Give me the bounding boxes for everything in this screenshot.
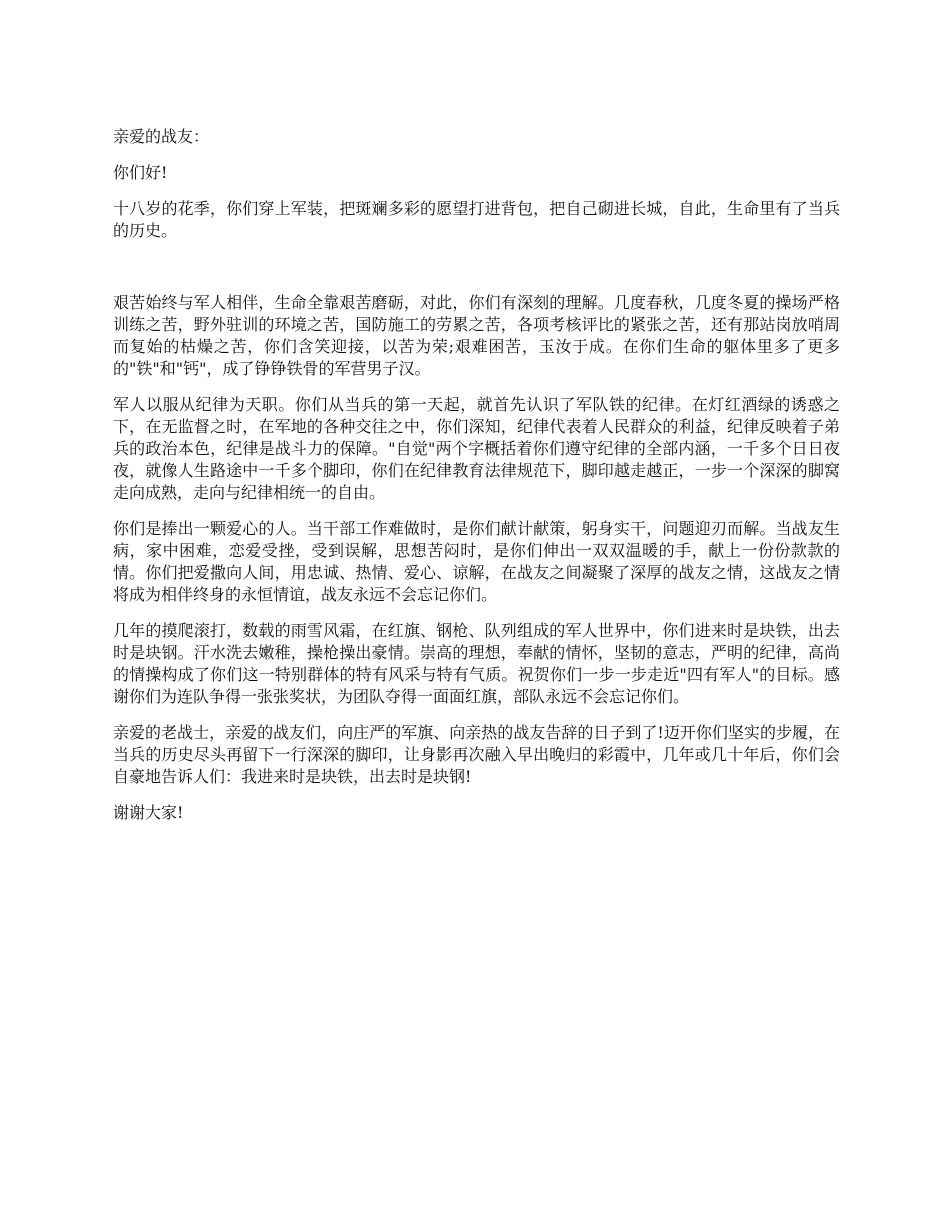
paragraph-intro: 十八岁的花季，你们穿上军装，把斑斓多彩的愿望打进背包，把自己砌进长城，自此，生命里有了当兵的历史。 — [113, 199, 840, 240]
paragraph-farewell: 亲爱的老战士，亲爱的战友们，向庄严的军旗、向亲热的战友告辞的日子到了!迈开你们坚实的步履，在当兵的历史尽头再留下一行深深的脚印，让身影再次融入早出晚归的彩霞中，几年或几十年后，你们会自豪地告诉人们：我进来时是块铁，出去时是块钢! — [113, 723, 840, 786]
paragraph-growth: 几年的摸爬滚打，数载的雨雪风霜，在红旗、钢枪、队列组成的军人世界中，你们进来时是块铁，出去时是块钢。汗水洗去嫩稚，操枪操出豪情。崇高的理想，奉献的情怀，坚韧的意志，严明的纪律，高尚的情操构成了你们这一特别群体的特有风采与特有气质。祝贺你们一步一步走近"四有军人"的目标。感谢你们为连队争得一张张奖状，为团队夺得一面面红旗，部队永远不会忘记你们。 — [113, 621, 840, 706]
salutation: 亲爱的战友： — [113, 127, 210, 146]
letter-body — [113, 126, 840, 838]
paragraph-compassion: 你们是捧出一颗爱心的人。当干部工作难做时，是你们献计献策，躬身实干，问题迎刃而解。当战友生病，家中困难，恋爱受挫，受到误解，思想苦闷时，是你们伸出一双双温暖的手，献上一份份款款的情。你们把爱撒向人间，用忠诚、热情、爱心、谅解，在战友之间凝聚了深厚的战友之情，这战友之情将成为相伴终身的永恒情谊，战友永远不会忘记你们。 — [113, 519, 840, 604]
closing: 谢谢大家! — [113, 803, 184, 822]
paragraph-hardship: 艰苦始终与军人相伴，生命全靠艰苦磨砺，对此，你们有深刻的理解。几度春秋，几度冬夏的操场严格训练之苦，野外驻训的环境之苦，国防施工的劳累之苦，各项考核评比的紧张之苦，还有那站岗放哨周而复始的枯燥之苦，你们含笑迎接，以苦为荣;艰难困苦，玉汝于成。在你们生命的躯体里多了更多的"铁"和"钙"，成了铮铮铁骨的军营男子汉。 — [113, 293, 840, 378]
greeting: 你们好! — [113, 163, 168, 182]
paragraph-discipline: 军人以服从纪律为天职。你们从当兵的第一天起，就首先认识了军队铁的纪律。在灯红酒绿的诱惑之下，在无监督之时，在军地的各种交往之中，你们深知，纪律代表着人民群众的利益，纪律反映着子弟兵的政治本色，纪律是战斗力的保障。"自觉"两个字概括着你们遵守纪律的全部内涵，一千多个日日夜夜，就像人生路途中一千多个脚印，你们在纪律教育法律规范下，脚印越走越正，一步一个深深的脚窝走向成熟，走向与纪律相统一的自由。 — [113, 395, 840, 502]
